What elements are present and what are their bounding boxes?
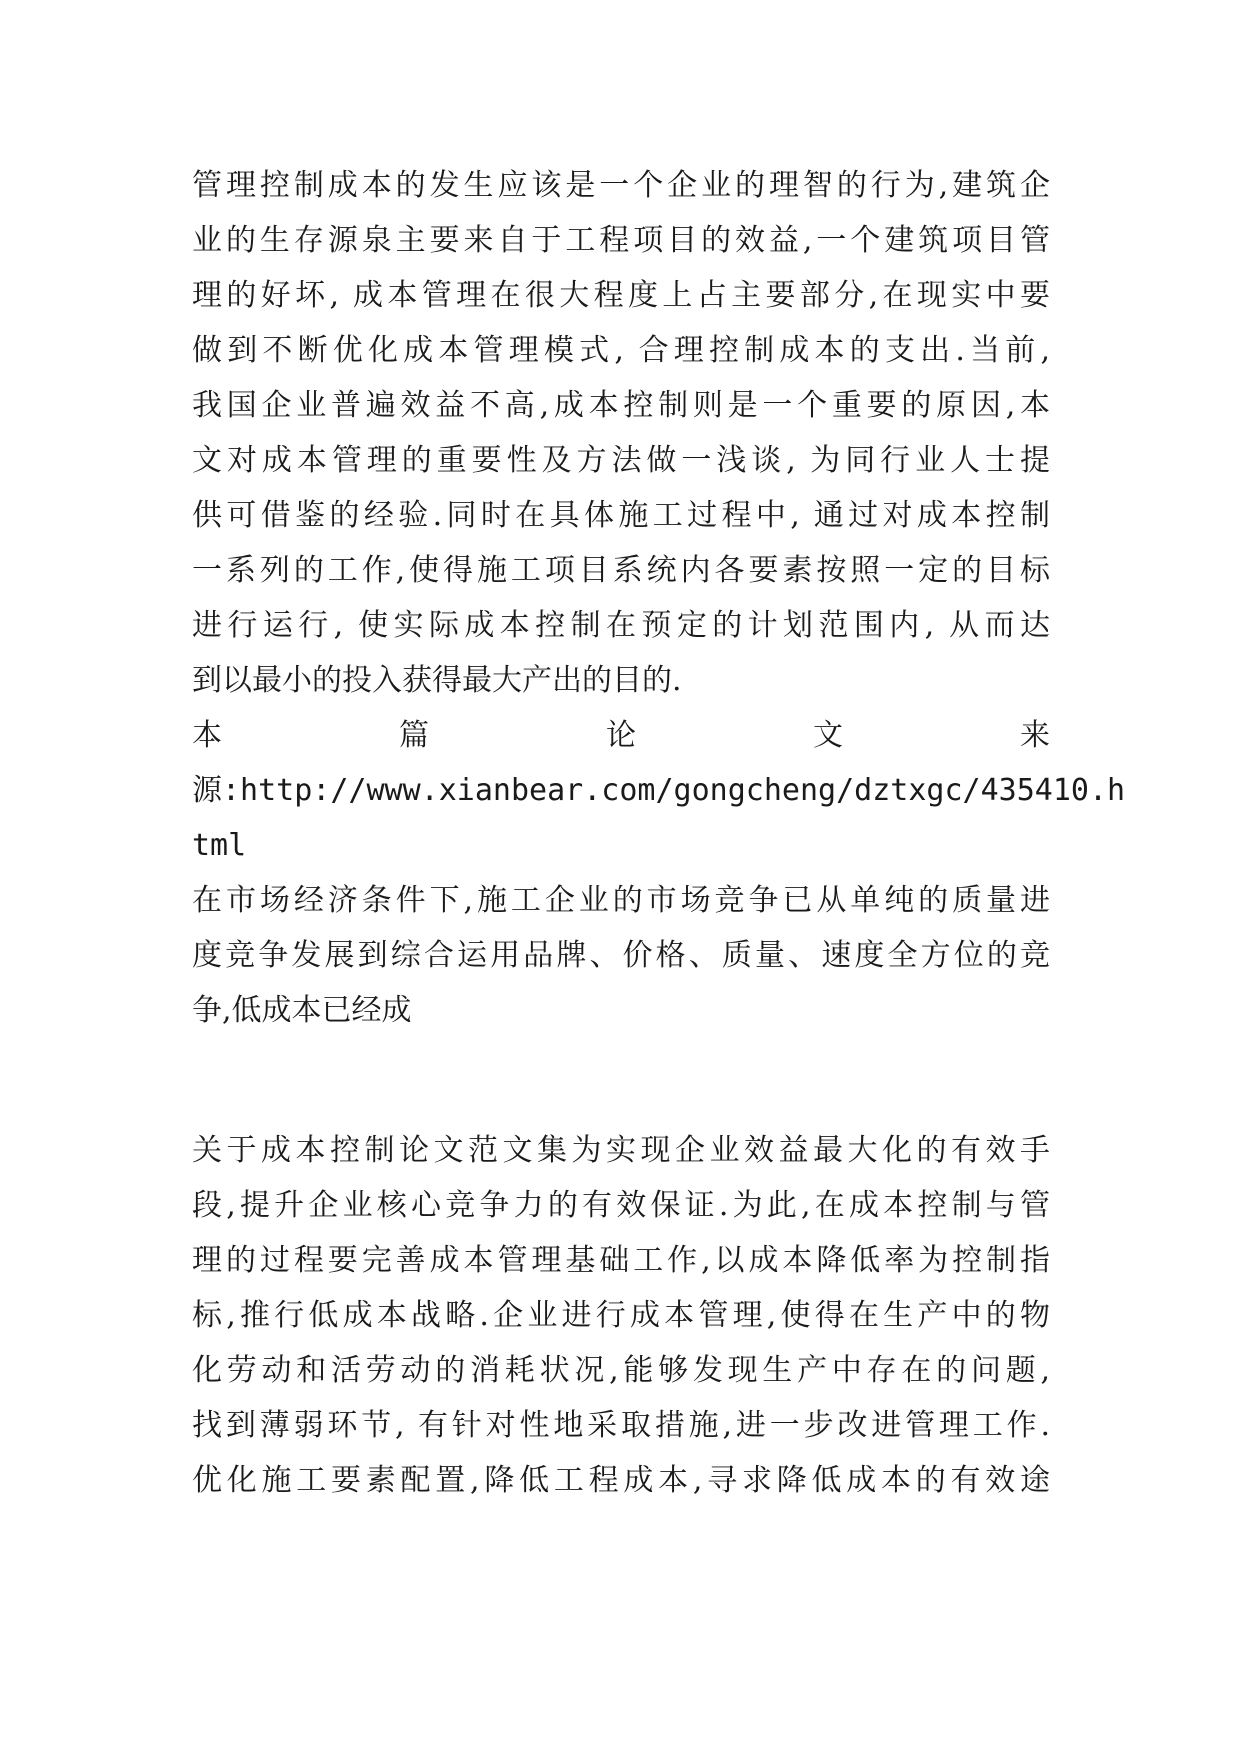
paragraph-1-line-4: 做到不断优化成本管理模式, 合理控制成本的支出.当前,: [192, 333, 1050, 368]
paragraph-2-line-2: 度竞争发展到综合运用品牌、价格、质量、速度全方位的竞: [192, 938, 1050, 973]
paragraph-1-line-1: 管理控制成本的发生应该是一个企业的理智的行为,建筑企: [192, 168, 1050, 203]
source-label: 本 篇 论 文 来: [192, 718, 1050, 753]
paragraph-3-line-3: 理的过程要完善成本管理基础工作,以成本降低率为控制指: [192, 1243, 1050, 1278]
paragraph-3-line-7: 优化施工要素配置,降低工程成本,寻求降低成本的有效途: [192, 1463, 1050, 1498]
paragraph-1-line-3: 理的好坏, 成本管理在很大程度上占主要部分,在现实中要: [192, 278, 1050, 313]
paragraph-1-line-5: 我国企业普遍效益不高,成本控制则是一个重要的原因,本: [192, 388, 1050, 423]
paragraph-1-line-8: 一系列的工作,使得施工项目系统内各要素按照一定的目标: [192, 553, 1050, 588]
source-url-tail: tml: [192, 828, 247, 863]
paragraph-2-line-1: 在市场经济条件下,施工企业的市场竞争已从单纯的质量进: [192, 883, 1050, 918]
source-url: 源:http://www.xianbear.com/gongcheng/dztxgc/435410.h: [192, 773, 1126, 808]
paragraph-1-line-6: 文对成本管理的重要性及方法做一浅谈, 为同行业人士提: [192, 443, 1050, 478]
paragraph-3-line-4: 标,推行低成本战略.企业进行成本管理,使得在生产中的物: [192, 1298, 1050, 1333]
paragraph-1-line-2: 业的生存源泉主要来自于工程项目的效益,一个建筑项目管: [192, 223, 1050, 258]
paragraph-2-line-3: 争,低成本已经成: [192, 993, 412, 1028]
paragraph-3-line-2: 段,提升企业核心竞争力的有效保证.为此,在成本控制与管: [192, 1188, 1050, 1223]
paragraph-3-line-1: 关于成本控制论文范文集为实现企业效益最大化的有效手: [192, 1133, 1050, 1168]
paragraph-1-line-9: 进行运行, 使实际成本控制在预定的计划范围内, 从而达: [192, 608, 1050, 643]
paragraph-3-line-5: 化劳动和活劳动的消耗状况,能够发现生产中存在的问题,: [192, 1353, 1050, 1388]
paragraph-1-line-7: 供可借鉴的经验.同时在具体施工过程中, 通过对成本控制: [192, 498, 1050, 533]
paragraph-3-line-6: 找到薄弱环节, 有针对性地采取措施,进一步改进管理工作.: [192, 1408, 1050, 1443]
paragraph-1-line-10: 到以最小的投入获得最大产出的目的.: [192, 663, 682, 698]
